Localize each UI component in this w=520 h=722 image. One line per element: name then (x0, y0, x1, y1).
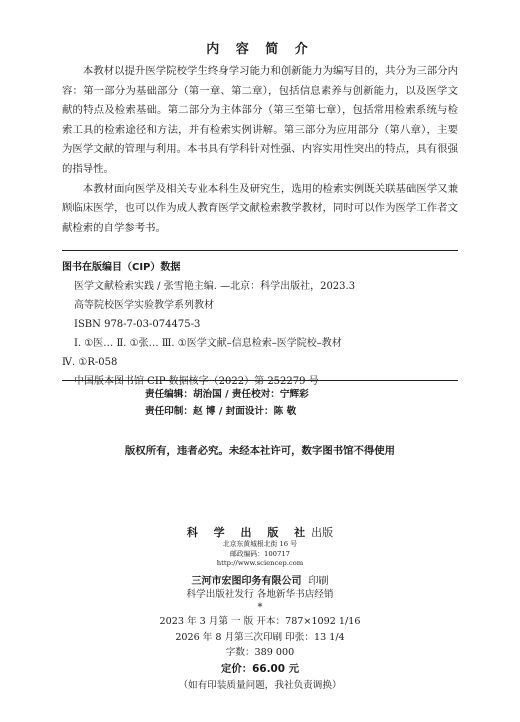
staff-line: 责任编辑：胡治国 / 责任校对：宁辉彩 (145, 389, 309, 400)
wordcount-line: 字数：389 000 (225, 647, 295, 658)
cip-line: ISBN 978-7-03-074475-3 (74, 319, 201, 330)
publisher-website: http://www.sciencep.com (216, 559, 304, 567)
summary-paragraph-1: 本教材以提升医学院校学生终身学习能力和创新能力为编写目的，共分为三部分内容：第一部分为基础部分（第一章、第二章），包括信息素养与创新能力，以及医学文献的特点及检索基础。第二部分为主体部分（第三至第七章），包括常用检索系统与检索工具的检索途径和方法，并有检索实例讲解。第三部分为应用部分（第八章），主要为医学文献的管理与利用。本书具有学科针对性强、内容实用性突出的特点，具有很强的指导性。 (62, 65, 458, 175)
printer-suffix: 印刷 (308, 575, 329, 587)
publisher-block (0, 524, 520, 693)
publisher-name-suffix: 出版 (311, 526, 334, 539)
content-summary (62, 62, 458, 238)
edition-line: 2023 年 3 月第 一 版 开本：787×1092 1/16 (159, 616, 361, 627)
cip-heading: 图书在版编目（CIP）数据 (62, 262, 181, 273)
cip-line: Ⅰ. ①医… Ⅱ. ①张… Ⅲ. ①医学文献–信息检索–医学院校–教材 (74, 338, 342, 349)
divider-top (62, 250, 458, 251)
cip-record-number: 中国版本图书馆 CIP 数据核字（2022）第 252279 号 (74, 376, 319, 387)
staff-line: 责任印制：赵 博 / 封面设计：陈 敬 (145, 406, 297, 417)
quality-note: （如有印装质量问题，我社负责调换） (178, 679, 342, 691)
cip-line: 高等院校医学实验教学系列教材 (74, 300, 214, 311)
cip-line: 医学文献检索实践 / 张雪艳主编. —北京：科学出版社，2023.3 (74, 281, 356, 292)
printing-line: 2026 年 8 月第三次印刷 印张：13 1/4 (175, 631, 345, 643)
page-title: 内 容 简 介 (206, 42, 314, 57)
price-line: 定价：66.00 元 (220, 662, 300, 675)
cip-line: Ⅳ. ①R-058 (62, 357, 118, 368)
summary-paragraph-2: 本教材面向医学及相关专业本科生及研究生，选用的检索实例既关联基础医学又兼顾临床医学，也可以作为成人教育医学文献检索教学教材，同时可以作为医学工作者文献检索的自学参考书。 (62, 182, 458, 234)
printer-name (0, 572, 520, 587)
staff-credits (145, 386, 309, 420)
publisher-name (0, 524, 520, 540)
divider-bottom (62, 380, 458, 381)
distribution-line: 科学出版社发行 各地新华书店经销 (186, 588, 334, 600)
separator-star: * (257, 602, 263, 613)
publisher-postcode: 邮政编码：100717 (230, 549, 290, 558)
publisher-address: 北京东黄城根北街 16 号 (222, 540, 298, 548)
copyright-notice: 版权所有，违者必究。未经本社许可，数字图书馆不得使用 (124, 445, 396, 457)
cip-block (62, 258, 458, 391)
publisher-logo-text: 科 学 出 版 社 (186, 526, 312, 539)
printer-company: 三河市宏图印务有限公司 (191, 575, 302, 587)
